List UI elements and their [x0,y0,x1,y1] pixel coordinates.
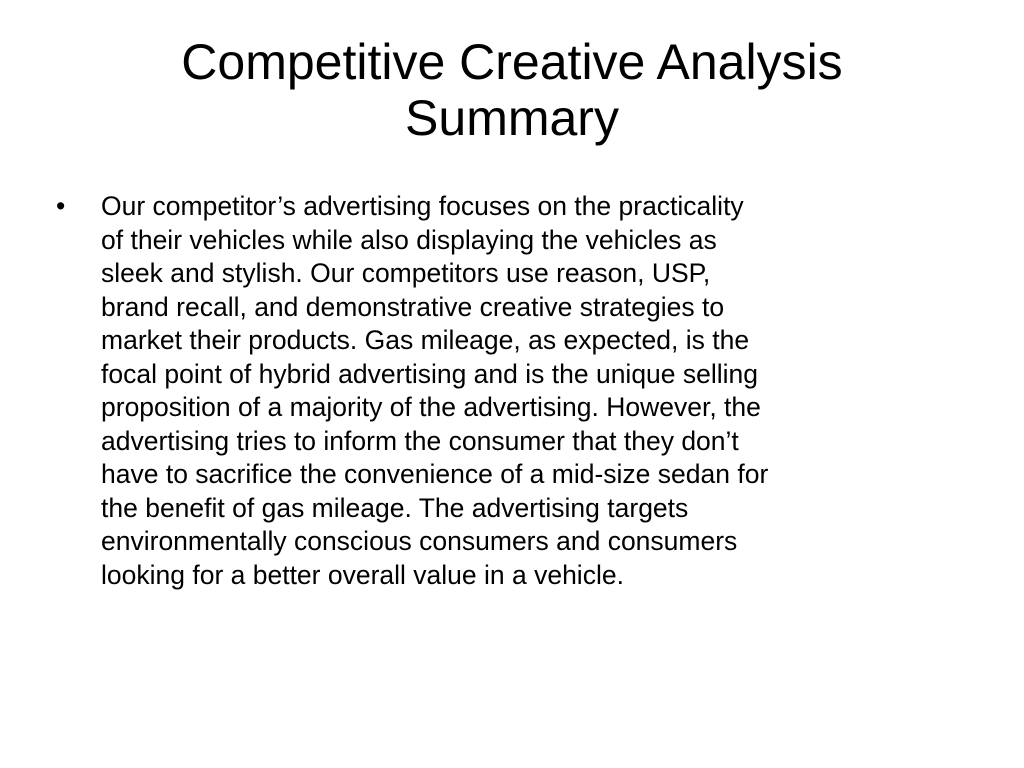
bullet-text-line: proposition of a majority of the advertising. However, the [101,392,761,422]
title-line: Summary [405,90,619,146]
title-line: Competitive Creative Analysis [181,34,843,90]
bullet-text-line: looking for a better overall value in a vehicle. [101,559,624,590]
bullet-item [56,190,976,592]
bullet-text-line: the benefit of gas mileage. The advertising targets [101,492,689,523]
slide-title [60,34,964,146]
bullet-text-line: market their products. Gas mileage, as expected, is the [101,325,750,355]
bullet-text-line: advertising tries to inform the consumer that they don’t [101,425,739,456]
bullet-marker: • [56,191,66,221]
bullet-text-line: environmentally conscious consumers and consumers [101,526,738,556]
bullet-text-line: of their vehicles while also displaying the vehicles as [101,224,717,255]
bullet-list [56,190,976,592]
bullet-text-line: Our competitor’s advertising focuses on the practicality [101,191,744,221]
bullet-text-line: sleek and stylish. Our competitors use reason, USP, [101,258,711,288]
bullet-text-line: have to sacrifice the convenience of a mid-size sedan for [101,459,769,489]
bullet-text-line: brand recall, and demonstrative creative strategies to [101,291,725,322]
bullet-text-line: focal point of hybrid advertising and is the unique selling [101,358,759,389]
